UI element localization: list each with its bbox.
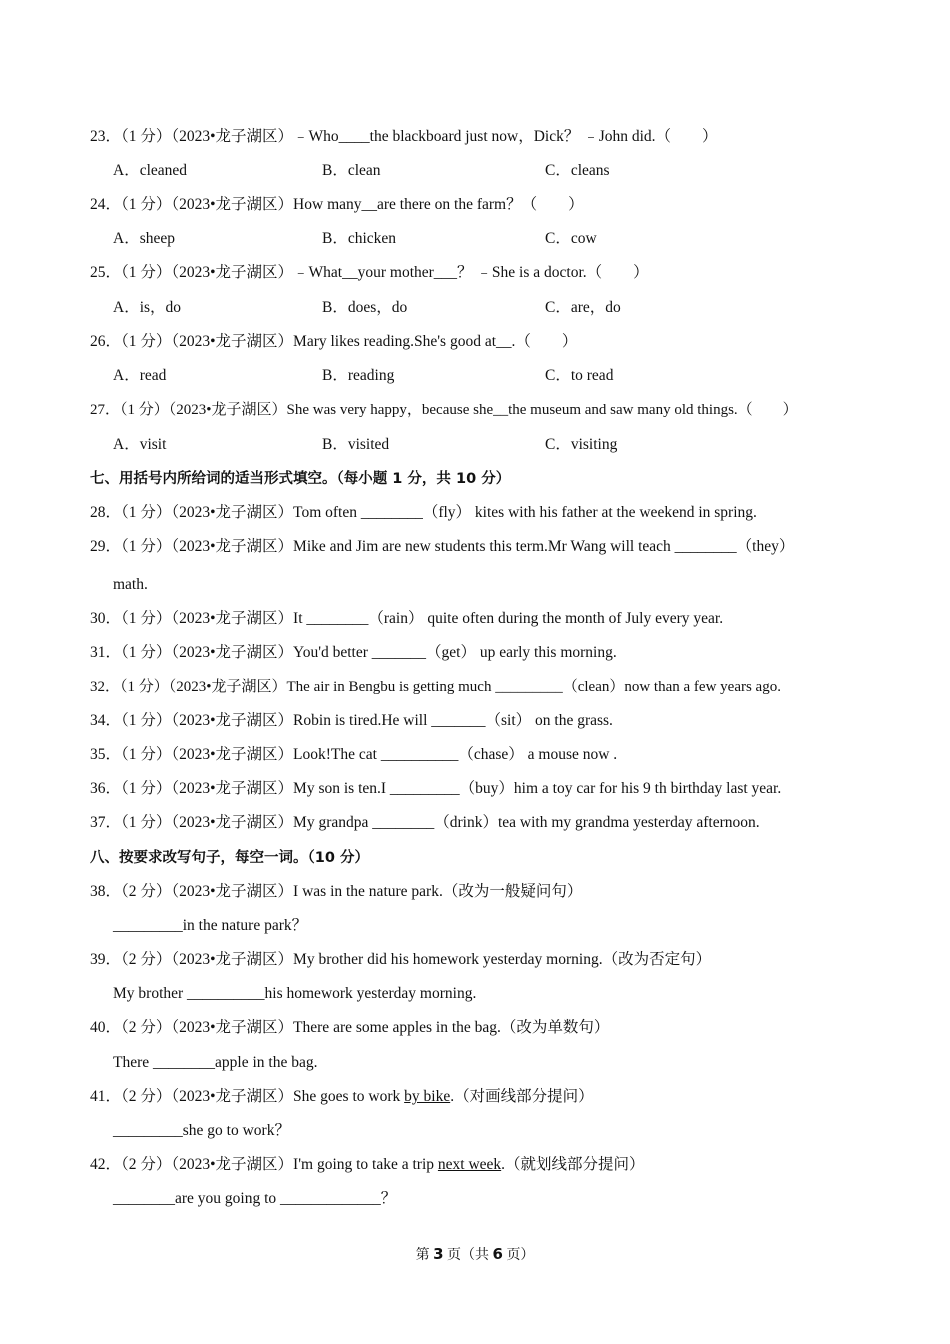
question-41-text: 41．（2 分）（2023•龙子湖区）She goes to work xyxy=(90,1088,405,1105)
question-28: 28．（1 分）（2023•龙子湖区）Tom often ________（fly） kites with his father at the weekend in spring. xyxy=(90,504,757,521)
q26-option-a: A．read xyxy=(113,367,167,384)
question-39-answer-line: My brother __________his homework yesterday morning. xyxy=(113,985,477,1002)
question-37: 37．（1 分）（2023•龙子湖区）My grandpa ________（drink）tea with my grandma yesterday afternoon. xyxy=(90,814,760,831)
q27-option-b: B．visited xyxy=(322,436,390,453)
q23-option-c: C．cleans xyxy=(545,162,610,179)
question-36: 36．（1 分）（2023•龙子湖区）My son is ten.I _________（buy）him a toy car for his 9 th birthday last year. xyxy=(90,780,782,797)
question-25: 25．（1 分）（2023•龙子湖区）﹣What__your mother___？ ﹣She is a doctor.（ ） xyxy=(90,264,649,281)
q27-option-c: C．visiting xyxy=(545,436,618,453)
question-38: 38．（2 分）（2023•龙子湖区）I was in the nature park.（改为一般疑问句） xyxy=(90,883,583,900)
page-footer xyxy=(0,1244,950,1264)
question-38-answer-line: _________in the nature park？ xyxy=(113,917,308,934)
q25-option-a: A．is，do xyxy=(113,299,182,316)
question-42 xyxy=(90,1155,645,1175)
question-30: 30．（1 分）（2023•龙子湖区）It ________（rain） quite often during the month of July every year. xyxy=(90,610,724,627)
q25-option-c: C．are，do xyxy=(545,299,621,316)
question-26: 26．（1 分）（2023•龙子湖区）Mary likes reading.She's good at__.（ ） xyxy=(90,333,578,350)
question-24: 24．（1 分）（2023•龙子湖区）How many__are there on the farm？（ ） xyxy=(90,196,584,213)
question-41-underlined: by bike xyxy=(404,1088,451,1105)
question-32: 32．（1 分）（2023•龙子湖区）The air in Bengbu is getting much _________（clean）now than a few years ago. xyxy=(90,679,781,695)
q24-option-c: C．cow xyxy=(545,230,597,247)
section-7-heading: 七、用括号内所给词的适当形式填空。（每小题 1 分，共 10 分） xyxy=(90,471,511,487)
question-41 xyxy=(90,1087,594,1107)
question-42-answer-line: ________are you going to _____________？ xyxy=(113,1190,397,1207)
question-42-text: 42．（2 分）（2023•龙子湖区）I'm going to take a trip xyxy=(90,1156,438,1173)
page-number: 3 xyxy=(433,1245,444,1263)
q23-option-b: B．clean xyxy=(322,162,381,179)
footer-text: 页） xyxy=(502,1248,535,1263)
question-40: 40．（2 分）（2023•龙子湖区）There are some apples in the bag.（改为单数句） xyxy=(90,1019,610,1036)
q27-option-a: A．visit xyxy=(113,436,167,453)
footer-text: 第 xyxy=(415,1248,434,1263)
q23-option-a: A．cleaned xyxy=(113,162,188,179)
question-42-instruction: .（就划线部分提问） xyxy=(501,1156,645,1173)
question-39: 39．（2 分）（2023•龙子湖区）My brother did his homework yesterday morning.（改为否定句） xyxy=(90,951,712,968)
question-29: 29．（1 分）（2023•龙子湖区）Mike and Jim are new students this term.Mr Wang will teach ________（they） xyxy=(90,538,795,555)
question-34: 34．（1 分）（2023•龙子湖区）Robin is tired.He will _______（sit） on the grass. xyxy=(90,712,613,729)
question-27: 27．（1 分）（2023•龙子湖区）She was very happy，because she__the museum and saw many old things.（ ） xyxy=(90,402,798,418)
footer-text: 页（共 xyxy=(443,1248,493,1263)
q25-option-b: B．does，do xyxy=(322,299,408,316)
question-23: 23．（1 分）（2023•龙子湖区）﹣Who____the blackboard just now，Dick？ ﹣John did.（ ） xyxy=(90,128,718,145)
question-31: 31．（1 分）（2023•龙子湖区）You'd better _______（get） up early this morning. xyxy=(90,644,617,661)
q26-option-b: B．reading xyxy=(322,367,395,384)
question-40-answer-line: There ________apple in the bag. xyxy=(113,1054,318,1071)
q24-option-b: B．chicken xyxy=(322,230,397,247)
question-29-continuation: math. xyxy=(113,576,148,593)
question-41-answer-line: _________she go to work？ xyxy=(113,1122,290,1139)
q26-option-c: C．to read xyxy=(545,367,614,384)
q24-option-a: A．sheep xyxy=(113,230,175,247)
question-35: 35．（1 分）（2023•龙子湖区）Look!The cat __________（chase） a mouse now . xyxy=(90,746,618,763)
page-total: 6 xyxy=(492,1245,503,1263)
section-8-heading: 八、按要求改写句子，每空一词。（10 分） xyxy=(90,850,369,866)
question-41-instruction: .（对画线部分提问） xyxy=(450,1088,594,1105)
question-42-underlined: next week xyxy=(437,1156,502,1173)
